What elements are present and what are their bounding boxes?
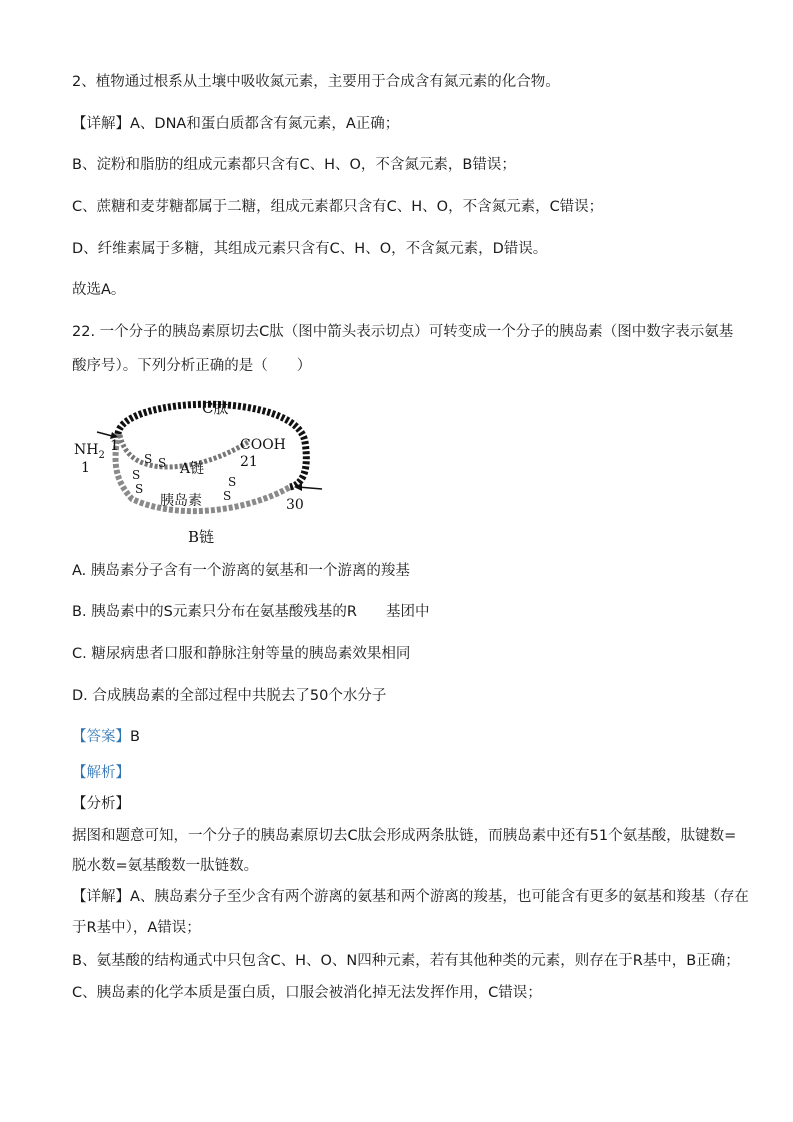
option-b: B. 胰岛素中的S元素只分布在氨基酸残基的R 基团中 (72, 604, 430, 620)
label-s-1: S (144, 452, 153, 466)
label-nh2-subscript: 2 (98, 450, 105, 461)
label-nh: NH (74, 442, 99, 458)
label-s-6: S (223, 489, 232, 503)
label-b-chain: B链 (188, 528, 215, 546)
label-s-2: S (158, 456, 167, 470)
label-s-5: S (228, 475, 237, 489)
option-a: A. 胰岛素分子含有一个游离的氨基和一个游离的羧基 (72, 563, 410, 579)
label-cooh: COOH (240, 437, 286, 453)
insulin-diagram-svg (72, 387, 332, 547)
label-insulin: 胰岛素 (160, 493, 202, 509)
answer-tag: 【答案】 (72, 729, 130, 745)
analysis-line-5: 于R基中），A错误； (72, 920, 201, 936)
line-4: C、蔗糖和麦芽糖都属于二糖，组成元素都只含有C、H、O，不含氮元素，C错误； (72, 199, 604, 215)
question-22-line-1: 22. 一个分子的胰岛素原切去C肽（图中箭头表示切点）可转变成一个分子的胰岛素（图中数字表示氨基 (72, 324, 734, 340)
label-num-21: 21 (240, 454, 258, 470)
label-num-1-b: 1 (81, 460, 90, 476)
line-3: B、淀粉和脂肪的组成元素都只含有C、H、O，不含氮元素，B错误； (72, 157, 516, 173)
answer-value: B (130, 729, 140, 745)
line-5: D、纤维素属于多糖，其组成元素只含有C、H、O，不含氮元素，D错误。 (72, 241, 548, 257)
answer-line (72, 727, 140, 747)
label-s-3: S (132, 468, 141, 482)
insulin-diagram (72, 387, 332, 547)
analysis-line-1: 【分析】 (72, 796, 130, 812)
analysis-line-7: C、胰岛素的化学本质是蛋白质，口服会被消化掉无法发挥作用，C错误； (72, 985, 542, 1001)
analysis-line-2: 据图和题意可知，一个分子的胰岛素原切去C肽会形成两条肽链，而胰岛素中还有51个氨基酸，肽键数= (72, 828, 737, 844)
line-6: 故选A。 (72, 282, 126, 298)
label-nh2 (74, 442, 105, 461)
option-c: C. 糖尿病患者口服和静脉注射等量的胰岛素效果相同 (72, 646, 411, 662)
question-22-line-2: 酸序号）。下列分析正确的是（ ） (72, 358, 312, 374)
label-s-4: S (135, 482, 144, 496)
option-d: D. 合成胰岛素的全部过程中共脱去了50个水分子 (72, 688, 387, 704)
analysis-line-3: 脱水数=氨基酸数一肽链数。 (72, 858, 259, 874)
line-2: 【详解】A、DNA和蛋白质都含有氮元素，A正确； (72, 116, 400, 132)
label-a-chain: A链 (180, 461, 205, 477)
analysis-line-6: B、氨基酸的结构通式中只包含C、H、O、N四种元素，若有其他种类的元素，则存在于R基中，B正确； (72, 953, 740, 969)
analysis-tag: 【解析】 (72, 765, 130, 781)
analysis-line-4: 【详解】A、胰岛素分子至少含有两个游离的氨基和两个游离的羧基，也可能含有更多的氨基和羧基（存在 (72, 889, 749, 905)
line-1: 2、植物通过根系从土壤中吸收氮元素，主要用于合成含有氮元素的化合物。 (72, 74, 560, 90)
label-c-peptide: C肽 (202, 399, 229, 417)
label-num-1-a: 1 (110, 438, 119, 454)
label-num-30: 30 (286, 497, 304, 513)
